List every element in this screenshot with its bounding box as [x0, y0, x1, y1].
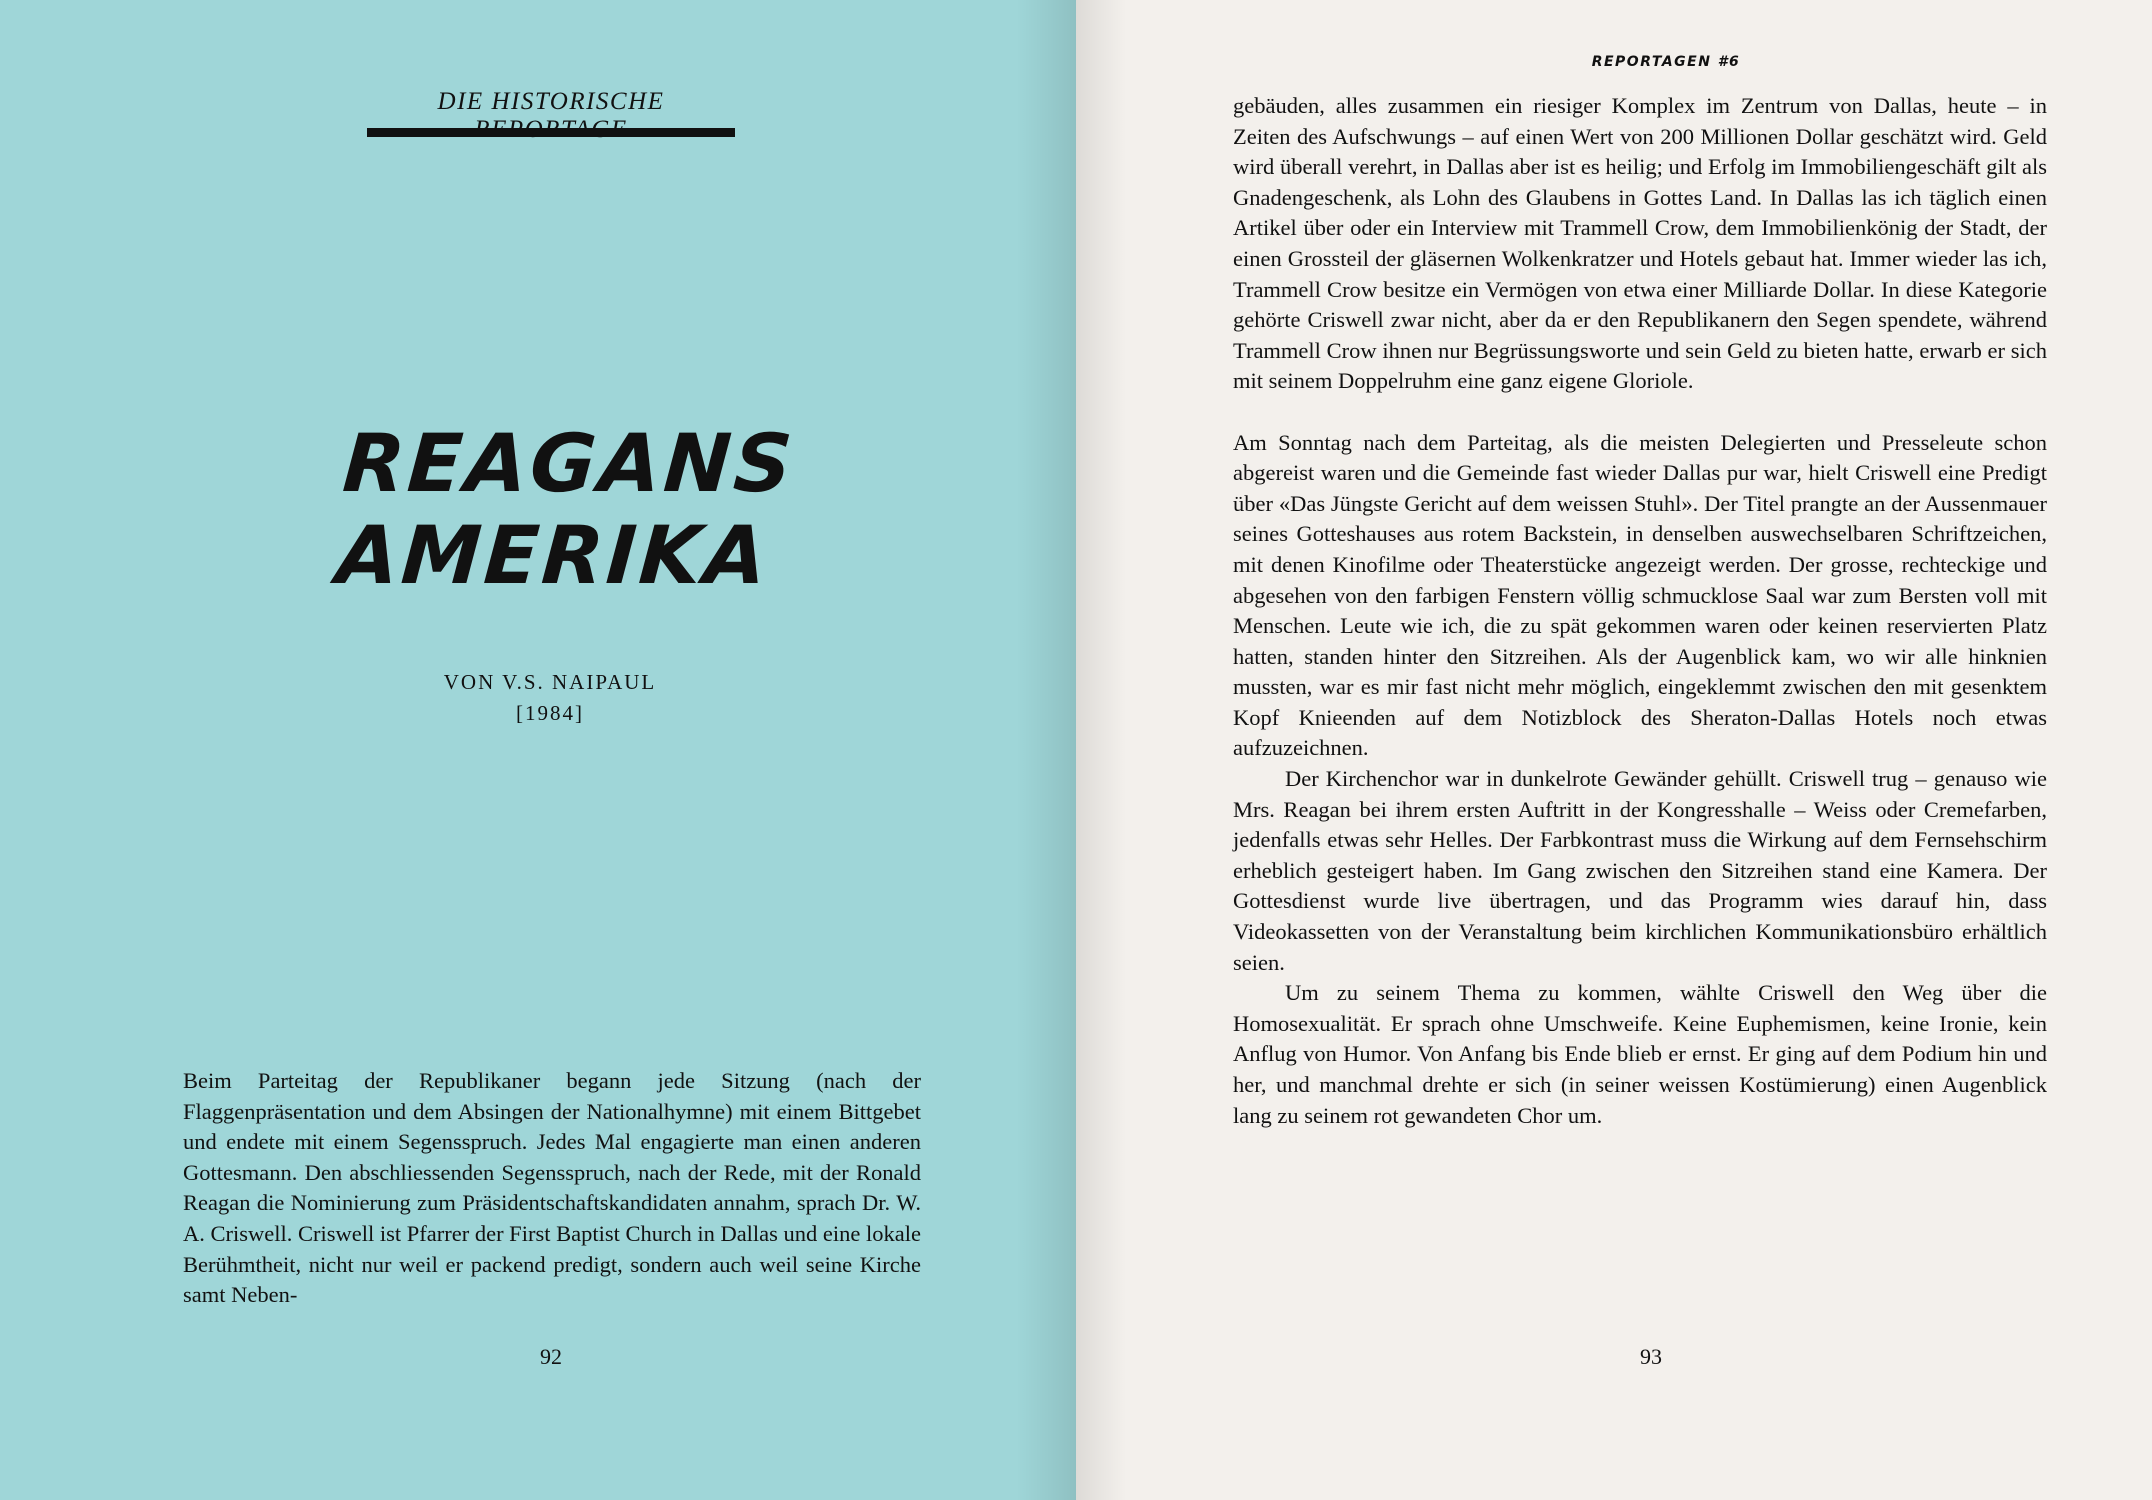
title-line-1: REAGANS	[340, 417, 798, 510]
body-paragraph: gebäuden, alles zusammen ein riesiger Komplex im Zentrum von Dallas, heute – in Zeiten des Aufschwungs – auf einen Wert von 200 Millionen Dollar geschätzt wird. Geld wird überall verehrt, in Dallas aber ist es heilig; und Erfolg im Immobiliengeschäft gilt als Gnadengeschenk, als Lohn des Glaubens in Gottes Land. In Dallas las ich täglich einen Artikel über oder ein Interview mit Trammell Crow, dem Immobilienkönig der Stadt, der einen Grossteil der gläsernen Wolkenkratzer und Hotels gebaut hat. Immer wieder las ich, Trammell Crow besitze ein Vermögen von etwa einer Milliarde Dollar. In diese Kategorie gehörte Criswell zwar nicht, aber da er den Republikanern den Segen spendete, während Trammell Crow ihnen nur Begrüssungsworte und sein Geld zu bieten hatte, erwarb er sich mit seinem Doppelruhm eine ganz eigene Gloriole.	[1233, 93, 2047, 394]
page-number-right: 93	[1640, 1344, 1662, 1369]
body-paragraph: Um zu seinem Thema zu kommen, wählte Criswell den Weg über die Homosexualität. Er sprach ohne Umschweife. Keine Euphemismen, keine Ironie, kein Anflug von Humor. Von Anfang bis Ende blieb er ernst. Er ging auf dem Podium hin und her, und manchmal drehte er sich (in seiner weissen Kostümierung) einen Augenblick lang zu seinem rot gewandeten Chor um.	[1233, 980, 2047, 1128]
title-line-2: AMERIKA	[333, 509, 773, 602]
gutter-shadow	[1076, 0, 1126, 1500]
body-paragraph: Am Sonntag nach dem Parteitag, als die meisten Delegierten und Presseleute schon abgereist waren und die Gemeinde fast wieder Dallas pur war, hielt Criswell eine Predigt über «Das Jüngste Gericht auf dem weissen Stuhl». Der Titel prangte an der Aussenmauer seines Gotteshauses aus rotem Backstein, in denselben auswechselbaren Schriftzeichen, mit denen Kinofilme oder Theaterstücke angezeigt werden. Der grosse, rechteckige und abgesehen von den farbigen Fenstern völlig schmucklose Saal war zum Bersten voll mit Menschen. Leute wie ich, die zu spät gekommen waren oder keinen reservierten Platz hatten, standen hinter den Sitzreihen. Als der Augenblick kam, wo wir alle hinknien mussten, war es mir fast nicht mehr möglich, eingeklemmt zwischen den mit gesenktem Kopf Knieenden auf dem Notizblock des Sheraton-Dallas Hotels noch etwas aufzuzeichnen.	[1233, 429, 2047, 761]
section-rule	[367, 128, 735, 137]
body-paragraph: Der Kirchenchor war in dunkelrote Gewänder gehüllt. Criswell trug – genauso wie Mrs. Reagan bei ihrem ersten Auftritt in der Kongresshalle – Weiss oder Cremefarben, jedenfalls etwas sehr Helles. Der Farbkontrast muss die Wirkung auf dem Fernsehschirm erheblich gesteigert haben. Im Gang zwischen den Sitzreihen stand eine Kamera. Der Gottesdienst wurde live übertragen, und das Programm wies darauf hin, dass Videokassetten von der Veranstaltung beim kirchlichen Kommunikationsbüro erhältlich seien.	[1233, 766, 2047, 975]
author-byline: VON V.S. NAIPAUL	[443, 670, 657, 694]
right-body-text	[1233, 91, 2047, 1131]
section-label: DIE HISTORISCHE	[437, 88, 665, 115]
left-body-text	[183, 1066, 921, 1311]
article-title	[333, 417, 798, 602]
running-head: REPORTAGEN #6	[1591, 54, 1741, 70]
right-page	[1076, 0, 2152, 1500]
gutter-shadow	[1016, 0, 1076, 1500]
page-number-left: 92	[540, 1344, 562, 1369]
publication-year: [1984]	[516, 701, 584, 725]
body-paragraph: Beim Parteitag der Republikaner begann jede Sitzung (nach der Flaggenpräsentation und dem Absingen der Nationalhymne) mit einem Bittgebet und endete mit einem Segensspruch. Jedes Mal engagierte man einen anderen Gottesmann. Den abschliessenden Segensspruch, nach der Rede, mit der Ronald Reagan die Nominierung zum Präsidentschaftskandidaten annahm, sprach Dr. W. A. Criswell. Criswell ist Pfarrer der First Baptist Church in Dallas und eine lokale Berühmtheit, nicht nur weil er packend predigt, sondern auch weil seine Kirche samt Neben-	[183, 1068, 921, 1308]
